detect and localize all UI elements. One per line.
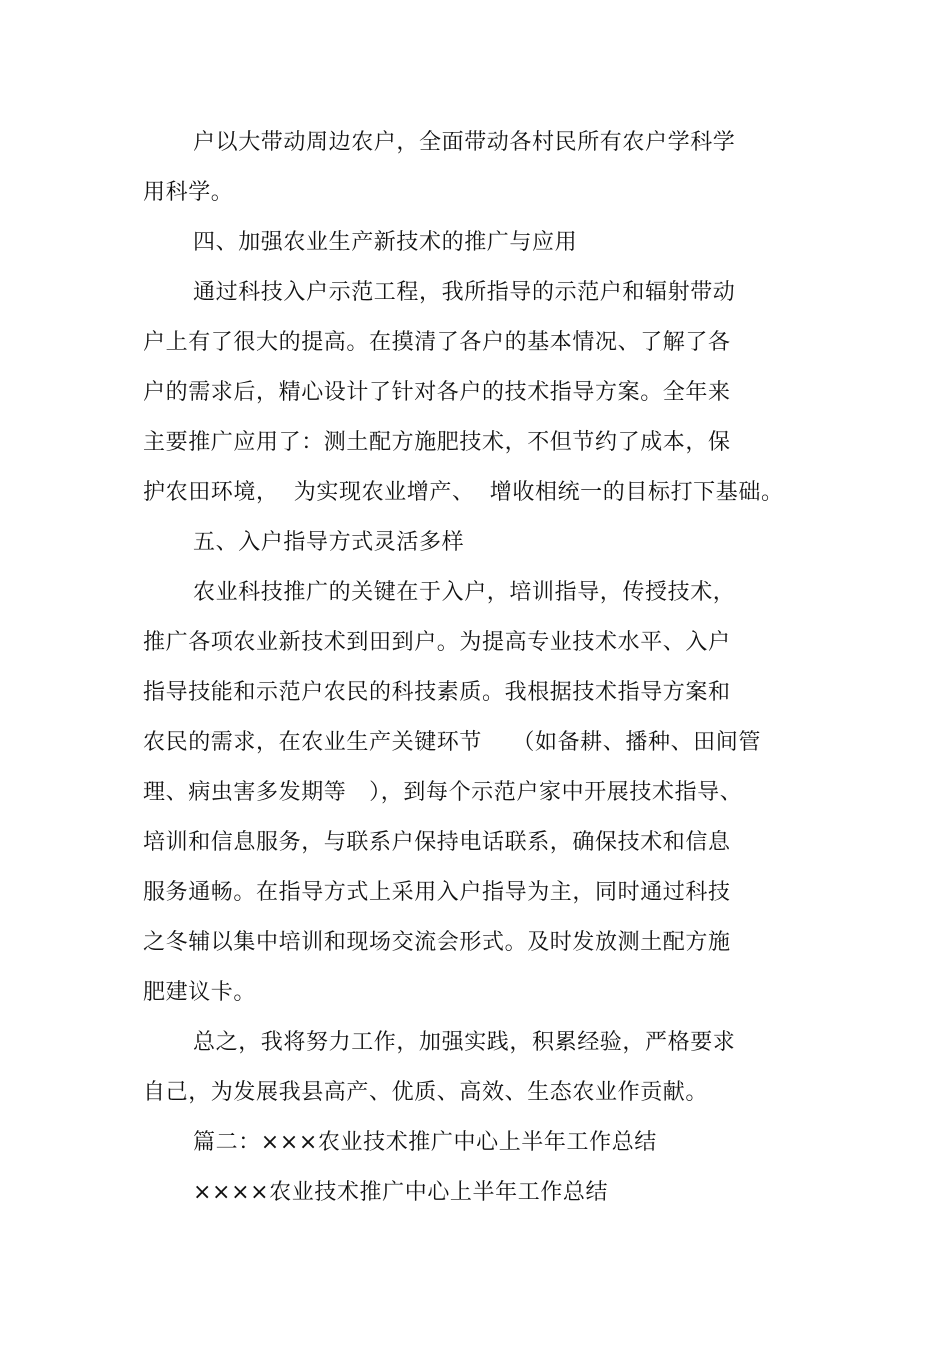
- section-heading: 五、入户指导方式灵活多样: [193, 530, 465, 555]
- paragraph-line: 户上有了很大的提高。在摸清了各户的基本情况、了解了各: [143, 330, 731, 355]
- paragraph-line: 农民的需求，在农业生产关键环节 （如备耕、播种、田间管: [143, 730, 761, 755]
- paragraph-line: 之冬辅以集中培训和现场交流会形式。及时发放测土配方施: [143, 930, 731, 955]
- paragraph-line: 护农田环境， 为实现农业增产、 增收相统一的目标打下基础。: [143, 480, 784, 505]
- paragraph-line: 通过科技入户示范工程，我所指导的示范户和辐射带动: [193, 280, 736, 305]
- paragraph-line: 培训和信息服务，与联系户保持电话联系，确保技术和信息: [143, 830, 731, 855]
- paragraph-line: 服务通畅。在指导方式上采用入户指导为主，同时通过科技: [143, 880, 731, 905]
- article-heading: 篇二：×××农业技术推广中心上半年工作总结: [193, 1130, 657, 1155]
- section-heading: 四、加强农业生产新技术的推广与应用: [193, 230, 578, 255]
- paragraph-line: 户以大带动周边农户，全面带动各村民所有农户学科学: [193, 130, 736, 155]
- paragraph-line: 户的需求后，精心设计了针对各户的技术指导方案。全年来: [143, 380, 731, 405]
- paragraph-line: 肥建议卡。: [143, 980, 257, 1005]
- paragraph-line: 主要推广应用了：测土配方施肥技术，不但节约了成本，保: [143, 430, 731, 455]
- paragraph-line: 推广各项农业新技术到田到户。为提高专业技术水平、入户: [143, 630, 731, 655]
- paragraph-line: 总之，我将努力工作，加强实践，积累经验，严格要求: [193, 1030, 736, 1055]
- paragraph-line: 用科学。: [143, 180, 234, 205]
- paragraph-line: 理、病虫害多发期等 ），到每个示范户家中开展技术指导、: [143, 780, 743, 805]
- article-title: ××××农业技术推广中心上半年工作总结: [193, 1180, 609, 1205]
- paragraph-line: 指导技能和示范户农民的科技素质。我根据技术指导方案和: [143, 680, 731, 705]
- paragraph-line: 自己，为发展我县高产、优质、高效、生态农业作贡献。: [143, 1080, 709, 1105]
- paragraph-line: 农业科技推广的关键在于入户，培训指导，传授技术，: [193, 580, 736, 605]
